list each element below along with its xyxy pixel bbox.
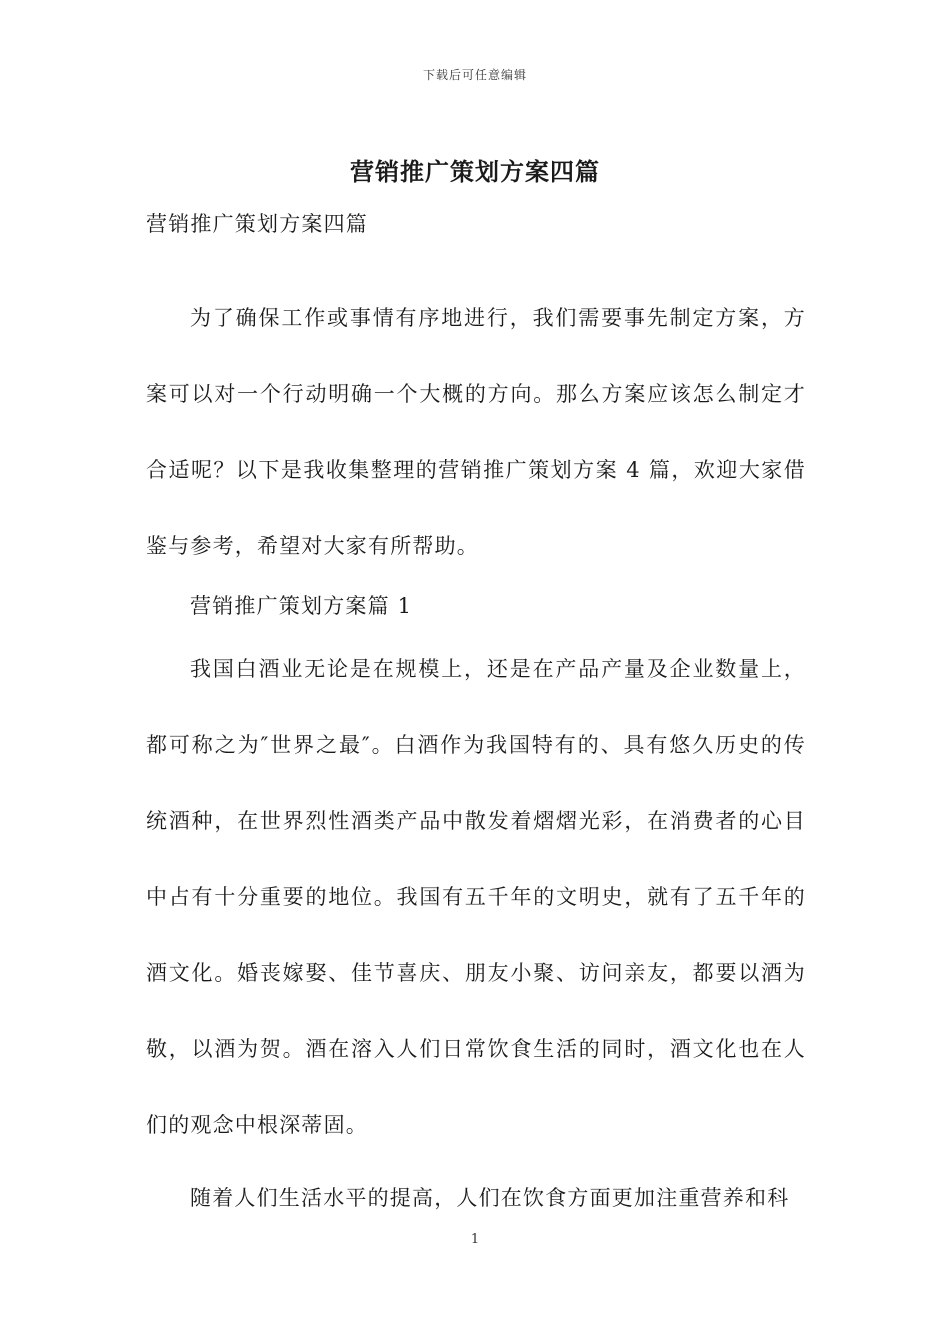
header-note: 下载后可任意编辑 <box>422 68 527 82</box>
body-paragraph: 我国白酒业无论是在规模上，还是在产品产量及企业数量上，都可称之为″世界之最″。白酒作为我国特有的、具有悠久历史的传统酒种，在世界烈性酒类产品中散发着熠熠光彩，在消费者的心目中占有十分重要的地位。我国有五千年的文明史，就有了五千年的酒文化。婚丧嫁娶、佳节喜庆、朋友小聚、访问亲友，都要以酒为敬，以酒为贺。酒在溶入人们日常饮食生活的同时，酒文化也在人们的观念中根深蒂固。 <box>146 657 806 1137</box>
intro-paragraph: 为了确保工作或事情有序地进行，我们需要事先制定方案，方案可以对一个行动明确一个大概的方向。那么方案应该怎么制定才合适呢？以下是我收集整理的营销推广策划方案 4 篇，欢迎大家借鉴与参考，希望对大家有所帮助。 <box>146 306 806 558</box>
page-number: 1 <box>470 1232 480 1247</box>
document-subtitle: 营销推广策划方案四篇 <box>146 212 368 236</box>
document-title: 营销推广策划方案四篇 <box>350 157 600 186</box>
section-heading: 营销推广策划方案篇 1 <box>190 594 413 618</box>
body-paragraph-continued: 随着人们生活水平的提高，人们在饮食方面更加注重营养和科 <box>190 1186 790 1210</box>
